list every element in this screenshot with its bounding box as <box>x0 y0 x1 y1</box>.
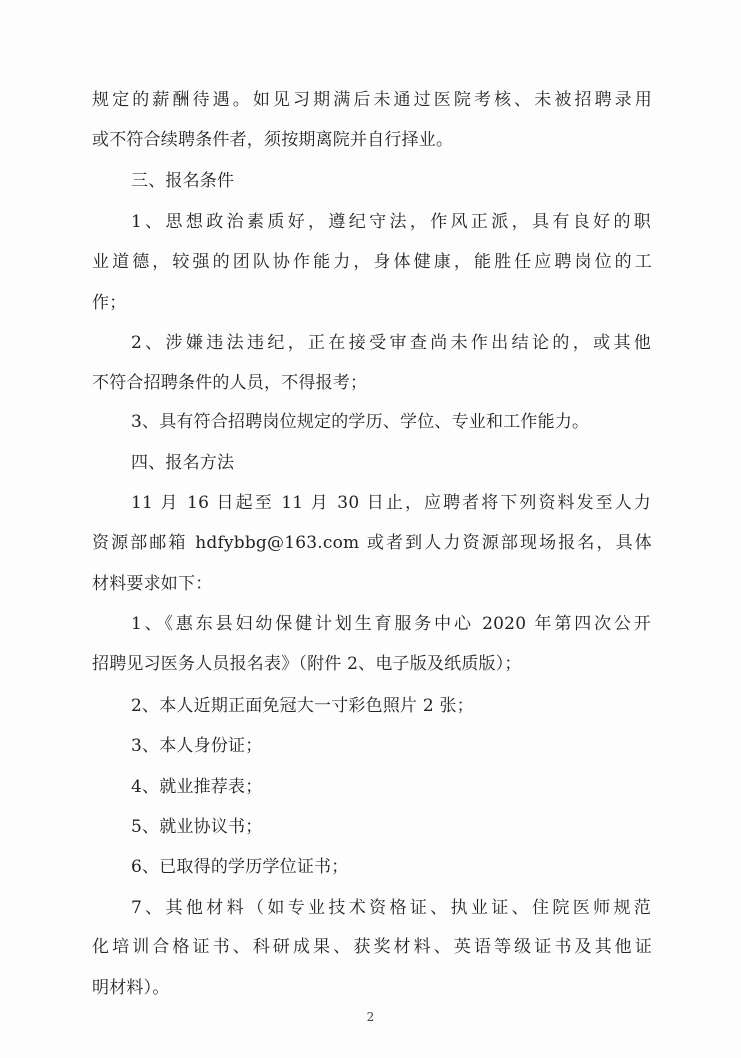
page-number: 2 <box>366 1010 375 1024</box>
body-line: 不符合招聘条件的人员，不得报考； <box>92 373 368 393</box>
list-item: 4、就业推荐表； <box>131 777 263 797</box>
body-line: 1、思想政治素质好，遵纪守法，作风正派，具有良好的职 <box>131 212 651 232</box>
list-item: 3、本人身份证； <box>131 736 263 756</box>
body-line: 材料要求如下： <box>92 574 213 594</box>
list-item-continuation: 招聘见习医务人员报名表》（附件 2、电子版及纸质版）； <box>92 654 522 674</box>
list-item-continuation: 明材料）。 <box>92 978 170 998</box>
list-item: 1、《惠东县妇幼保健计划生育服务中心 2020 年第四次公开 <box>131 614 651 634</box>
body-line: 资源部邮箱 hdfybbg@163.com 或者到人力资源部现场报名，具体 <box>92 533 652 553</box>
body-line: 11 月 16 日起至 11 月 30 日止，应聘者将下列资料发至人力 <box>131 493 651 513</box>
list-item: 7、其他材料（如专业技术资格证、执业证、住院医师规范 <box>131 898 651 918</box>
section-heading-method: 四、报名方法 <box>131 453 235 473</box>
body-line: 业道德，较强的团队协作能力，身体健康，能胜任应聘岗位的工 <box>92 252 652 272</box>
list-item-continuation: 化培训合格证书、科研成果、获奖材料、英语等级证书及其他证 <box>92 937 652 957</box>
list-item: 2、本人近期正面免冠大一寸彩色照片 2 张； <box>131 696 474 716</box>
body-line: 作； <box>92 293 127 313</box>
list-item: 6、已取得的学历学位证书； <box>131 857 349 877</box>
body-line: 规定的薪酬待遇。如见习期满后未通过医院考核、未被招聘录用 <box>92 90 652 110</box>
section-heading-requirements: 三、报名条件 <box>131 171 235 191</box>
list-item: 5、就业协议书； <box>131 817 263 837</box>
body-line: 3、具有符合招聘岗位规定的学历、学位、专业和工作能力。 <box>131 412 590 432</box>
body-line: 2、涉嫌违法违纪，正在接受审查尚未作出结论的，或其他 <box>131 333 651 353</box>
body-line: 或不符合续聘条件者，须按期离院并自行择业。 <box>92 130 454 150</box>
